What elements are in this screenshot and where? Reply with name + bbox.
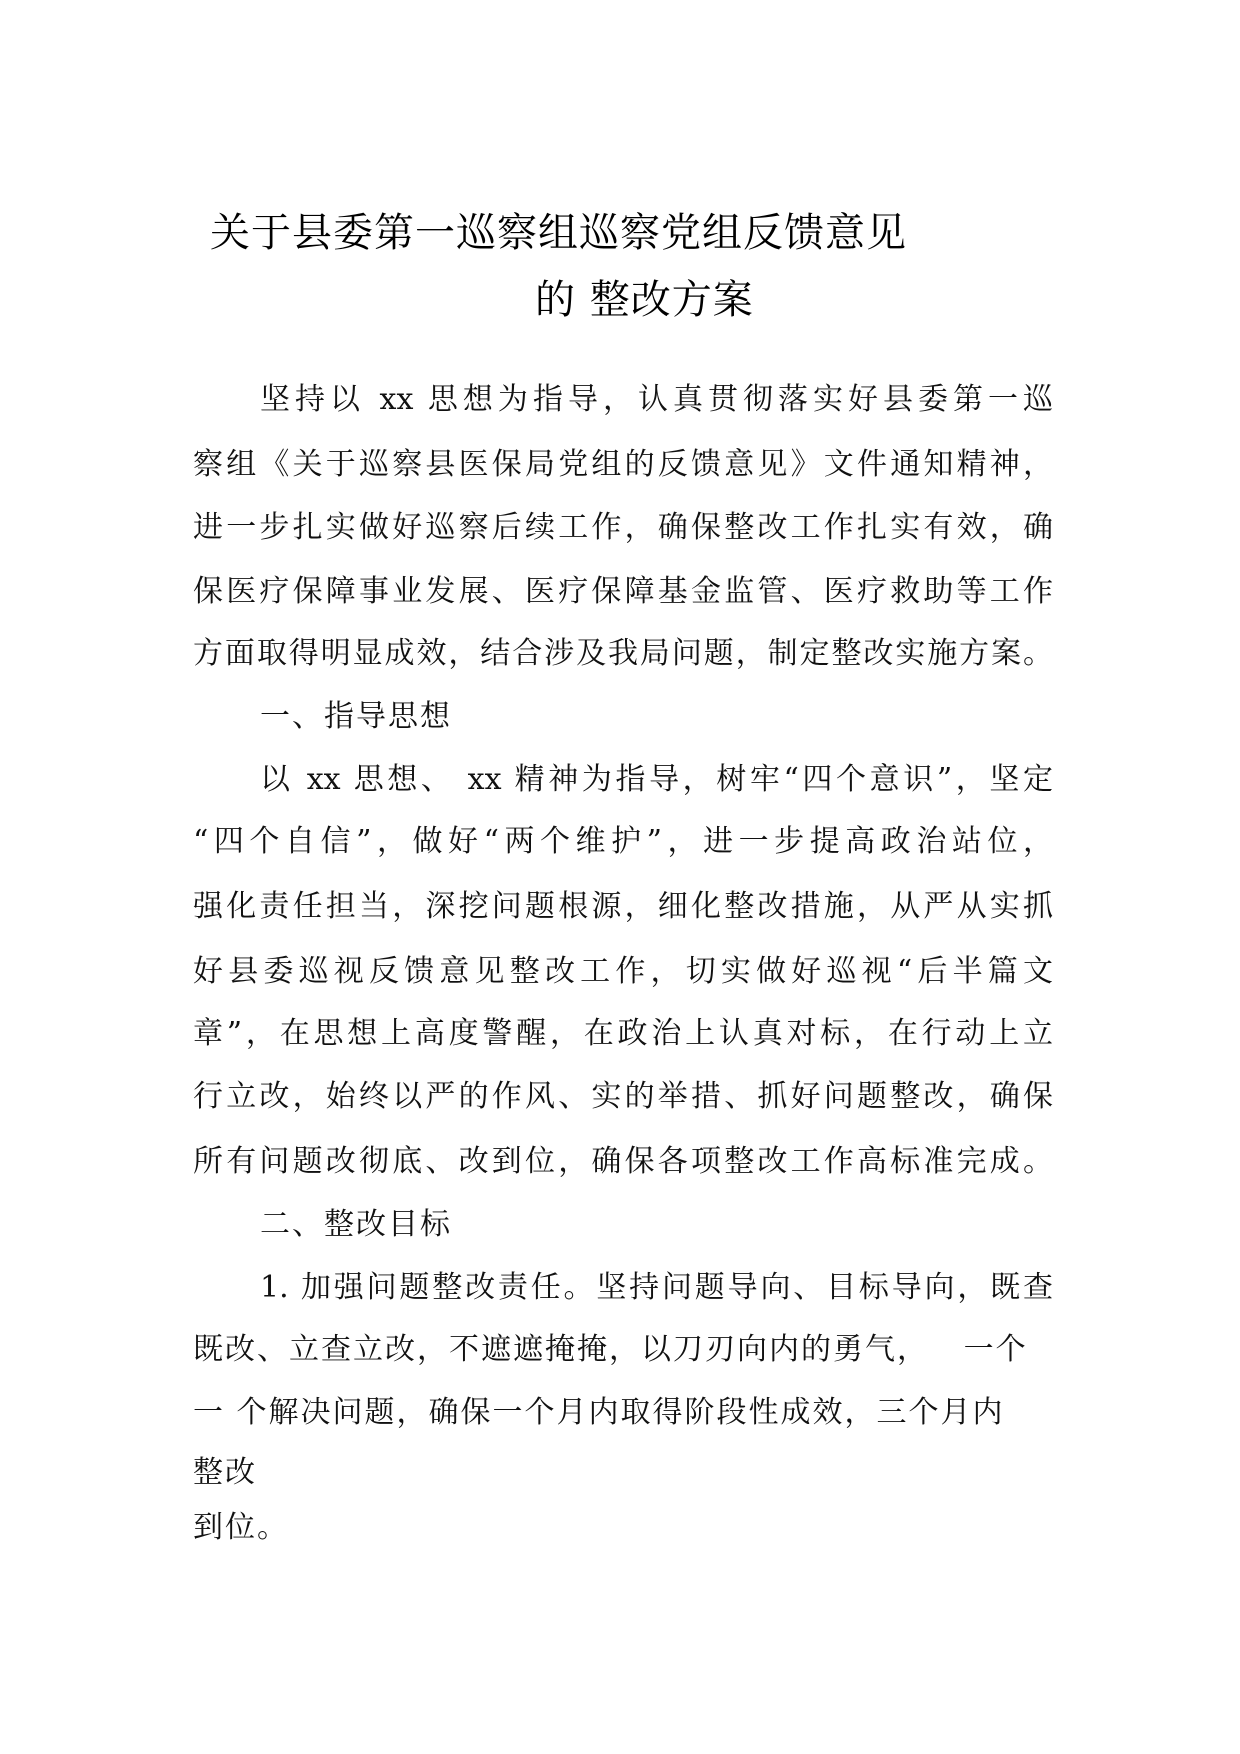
section-heading-rectification-goals: 二、整改目标 — [260, 1207, 452, 1242]
section2-line: 到位。 — [193, 1510, 289, 1545]
intro-line: 坚持以 xx 思想为指导，认真贯彻落实好县委第一巡 — [260, 382, 1053, 417]
section2-line: 一 个解决问题，确保一个月内取得阶段性成效，三个月内 — [193, 1395, 1005, 1430]
intro-line: 进一步扎实做好巡察后续工作，确保整改工作扎实有效，确 — [193, 510, 1053, 545]
section1-line: 强化责任担当，深挖问题根源，细化整改措施，从严从实抓 — [193, 889, 1053, 924]
section1-line: 好县委巡视反馈意见整改工作，切实做好巡视“后半篇文 — [193, 954, 1053, 989]
document-title-line-2: 的 整改方案 — [535, 277, 754, 323]
section1-line: 章”，在思想上高度警醒，在政治上认真对标，在行动上立 — [193, 1016, 1053, 1051]
section2-line: 1. 加强问题整改责任。坚持问题导向、目标导向，既查 — [260, 1270, 1053, 1305]
intro-line: 方面取得明显成效，结合涉及我局问题，制定整改实施方案。 — [193, 636, 1053, 671]
section1-line: 所有问题改彻底、改到位，确保各项整改工作高标准完成。 — [193, 1144, 1053, 1179]
intro-line: 保医疗保障事业发展、医疗保障基金监管、医疗救助等工作 — [193, 574, 1053, 609]
document-title-line-1: 关于县委第一巡察组巡察党组反馈意见 — [210, 210, 907, 256]
section2-line: 既改、立查立改，不遮遮掩掩，以刀刃向内的勇气， 一个 — [193, 1332, 1028, 1367]
section2-line: 整改 — [193, 1455, 257, 1490]
section1-line: 以 xx 思想、 xx 精神为指导，树牢“四个意识”，坚定 — [260, 762, 1053, 797]
intro-line: 察组《关于巡察县医保局党组的反馈意见》文件通知精神， — [193, 447, 1053, 482]
section1-line: 行立改，始终以严的作风、实的举措、抓好问题整改，确保 — [193, 1079, 1053, 1114]
section1-line: “四个自信”，做好“两个维护”，进一步提高政治站位， — [193, 824, 1053, 859]
section-heading-guiding-ideology: 一、指导思想 — [260, 699, 452, 734]
